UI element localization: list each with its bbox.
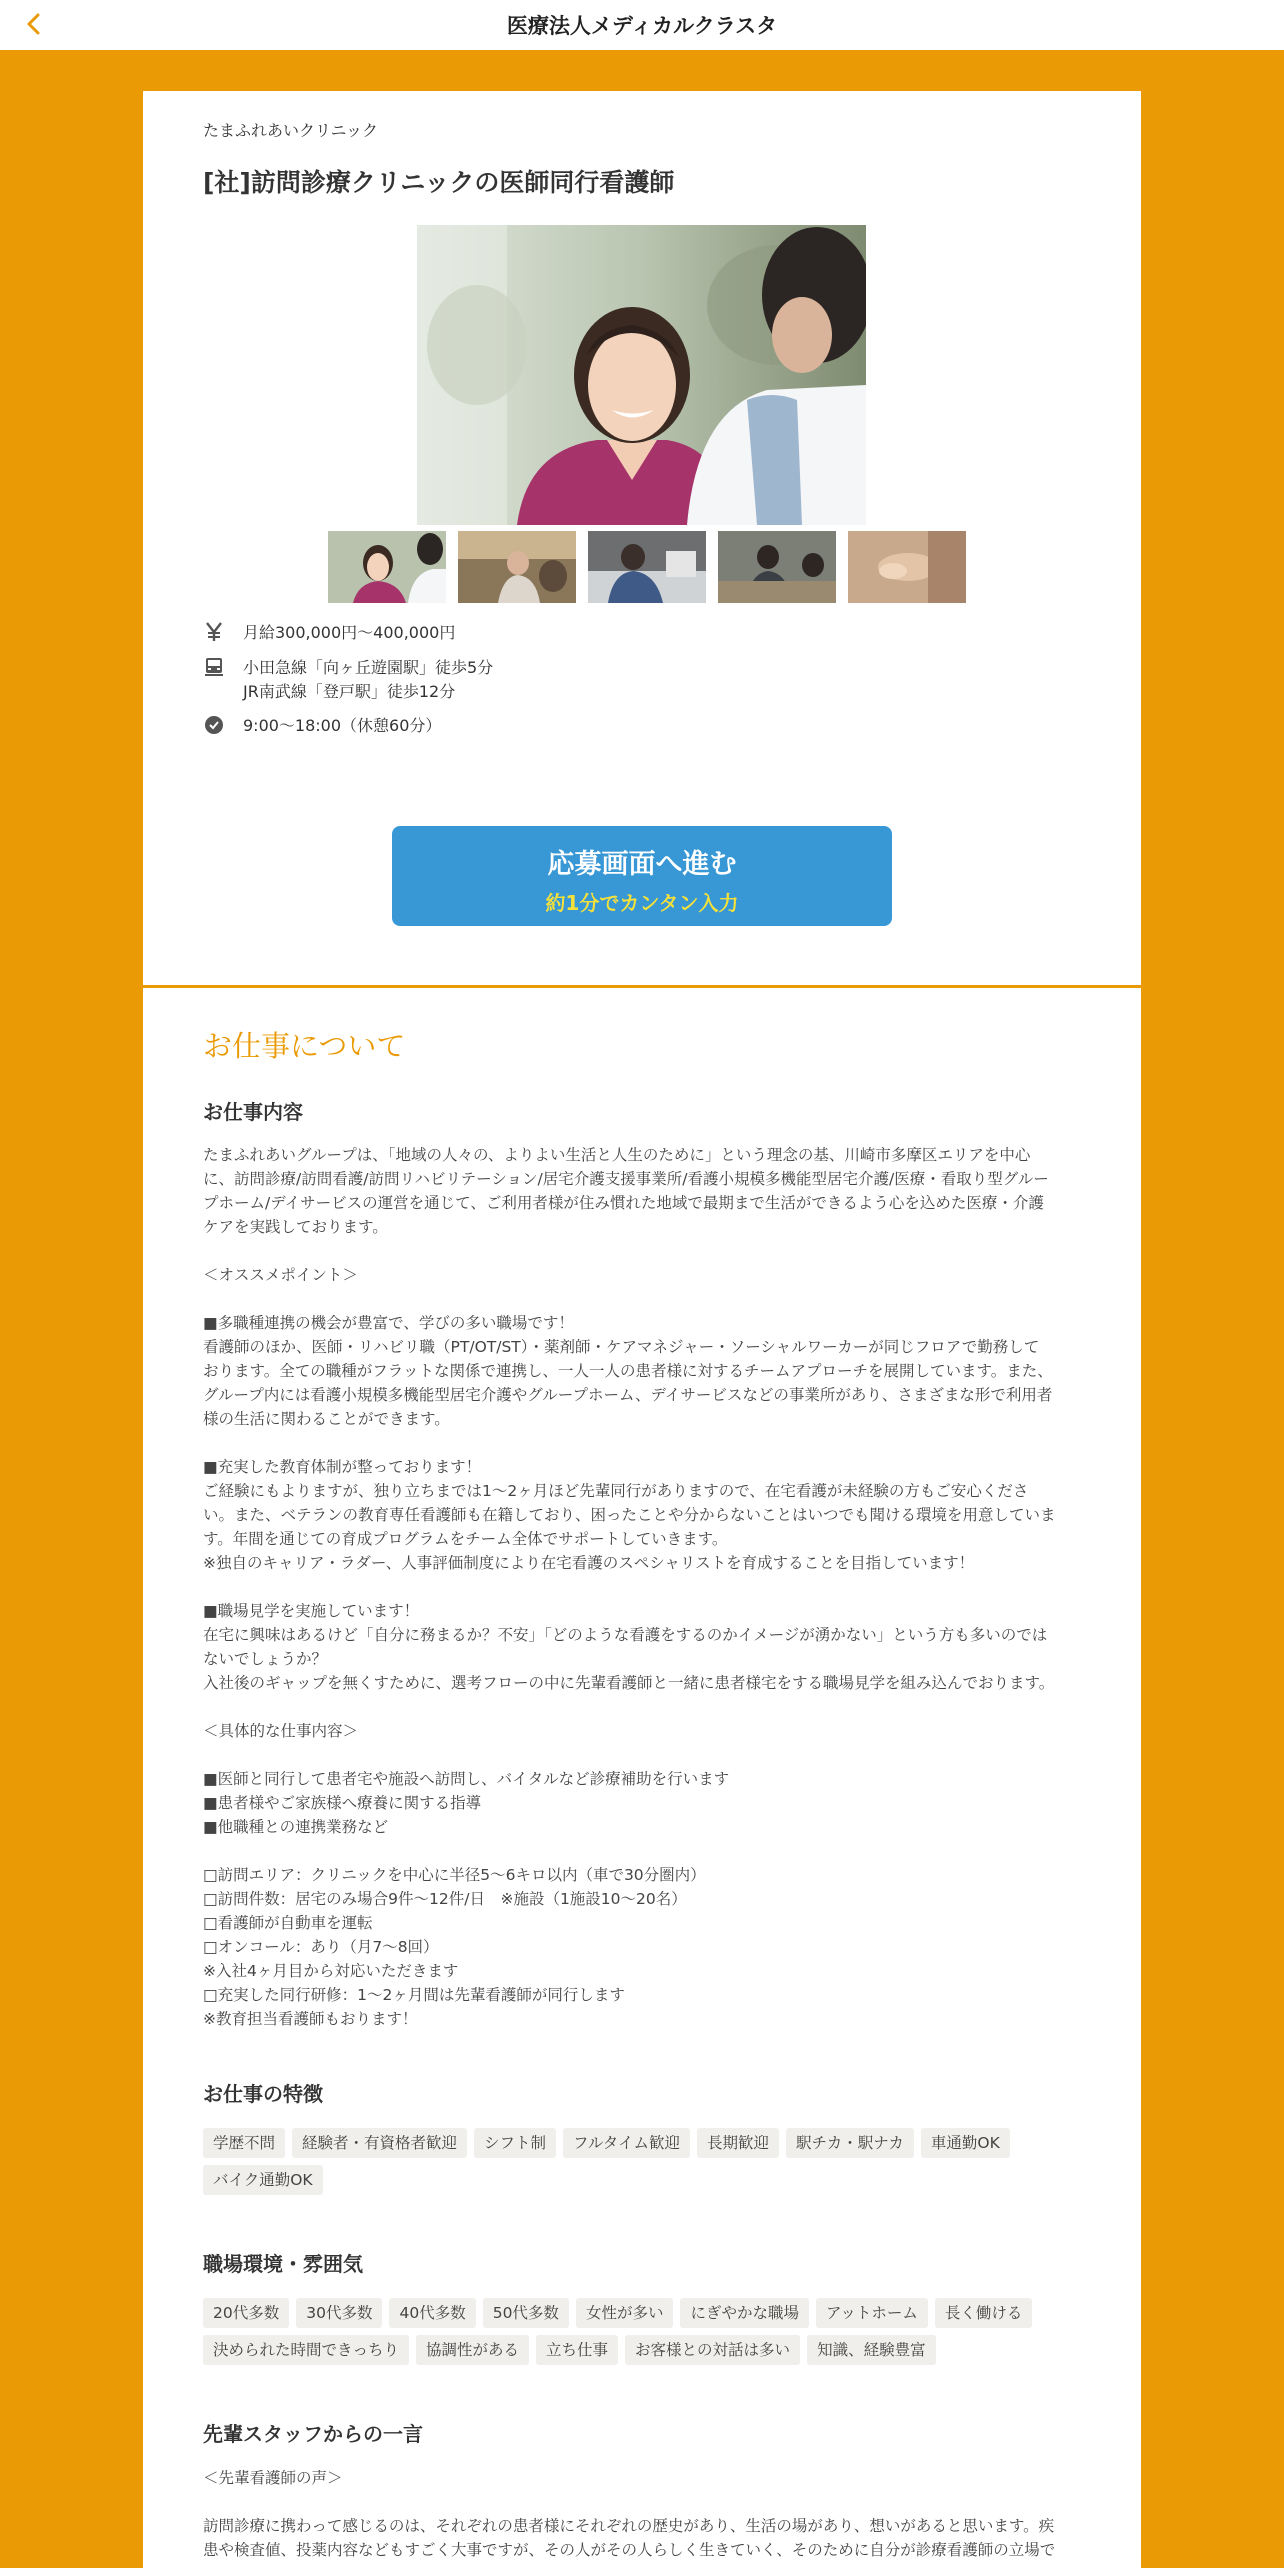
- hours-row: [203, 714, 441, 738]
- features-heading: お仕事の特徴: [203, 2082, 323, 2106]
- staff-comment: 訪問診療に携わって感じるのは、それぞれの患者様にそれぞれの歴史があり、生活の場があり、想いがあると思います。疾 患や検査値、投薬内容などもすごく大事ですが、その人がその人らしく生きていく、そのために自分が診療看護師の立場で: [203, 2517, 1056, 2559]
- environment-tags: [203, 2298, 1083, 2372]
- environment-tag: 40代多数: [389, 2298, 475, 2328]
- section-divider: [143, 985, 1141, 987]
- access-text: [243, 656, 493, 704]
- features-tags: [203, 2128, 1083, 2202]
- chevron-left-icon: [22, 12, 46, 40]
- environment-tag: 女性が多い: [576, 2298, 674, 2328]
- feature-tag: バイク通勤OK: [203, 2165, 323, 2195]
- clock-icon: [203, 714, 225, 736]
- thumbnail-2[interactable]: [458, 531, 576, 603]
- job-details-card: [143, 988, 1141, 2568]
- hours-text: 9:00～18:00（休憩60分）: [243, 716, 442, 735]
- feature-tag: 学歴不問: [203, 2128, 285, 2158]
- environment-tag: にぎやかな職場: [680, 2298, 809, 2328]
- job-title: [社]訪問診療クリニックの医師同行看護師: [203, 168, 675, 197]
- thumbnail-4[interactable]: [718, 531, 836, 603]
- thumbnail-5[interactable]: [848, 531, 966, 603]
- access-row: [203, 656, 493, 704]
- environment-tag: お客様との対話は多い: [625, 2335, 800, 2365]
- page-title: 医療法人メディカルクラスタ: [506, 14, 778, 38]
- main-photo: [417, 225, 866, 525]
- environment-tag: 50代多数: [483, 2298, 569, 2328]
- environment-heading: 職場環境・雰囲気: [203, 2252, 363, 2276]
- apply-sublabel: 約1分でカンタン入力: [545, 891, 739, 915]
- environment-tag: アットホーム: [816, 2298, 928, 2328]
- feature-tag: シフト制: [474, 2128, 556, 2158]
- environment-tag: 知識、経験豊富: [807, 2335, 936, 2365]
- feature-tag: フルタイム歓迎: [563, 2128, 690, 2158]
- top-bar: [0, 0, 1284, 50]
- staff-heading: 先輩スタッフからの一言: [203, 2422, 423, 2446]
- train-icon: [203, 656, 225, 678]
- environment-tag: 20代多数: [203, 2298, 289, 2328]
- feature-tag: 長期歓迎: [697, 2128, 779, 2158]
- salary-text: 月給300,000円〜400,000円: [243, 623, 456, 642]
- thumbnail-3[interactable]: [588, 531, 706, 603]
- feature-tag: 駅チカ・駅ナカ: [786, 2128, 914, 2158]
- job-summary-card: [143, 91, 1141, 986]
- access-line-1: 小田急線「向ヶ丘遊園駅」徒歩5分: [243, 658, 494, 677]
- section-title: お仕事について: [203, 1029, 406, 1063]
- environment-tag: 立ち仕事: [536, 2335, 618, 2365]
- environment-tag: 決められた時間できっちり: [203, 2335, 409, 2365]
- thumbnail-1[interactable]: [328, 531, 446, 603]
- access-line-2: JR南武線「登戸駅」徒歩12分: [243, 682, 456, 701]
- yen-icon: [203, 621, 225, 643]
- apply-button[interactable]: [392, 826, 892, 926]
- apply-label: 応募画面へ進む: [547, 849, 737, 880]
- environment-tag: 長く働ける: [935, 2298, 1033, 2328]
- content-heading: お仕事内容: [203, 1100, 303, 1124]
- job-description: たまふれあいグループは、「地域の人々の、よりよい生活と人生のために」という理念の基、川崎市多摩区エリアを中心 に、訪問診療/訪問看護/訪問リハビリテーション/居宅介護支援事業所/看護小規模多機能型居宅介護/医療・看取り型グルー プホーム/デイサービスの運営を通じて、ご利用者様が住み慣れた地域で最期まで生活ができるよう心を込めた医療・介護 ケアを実践しております。 ＜オススメポイント＞ ■多職種連携の機会が豊富で、学びの多い職場です！ 看護師のほか、医師・リハビリ職（PT/OT/ST）・薬剤師・ケアマネジャー・ソーシャルワーカーが同じフロアで勤務して おります。全ての職種がフラットな関係で連携し、一人一人の患者様に対するチームアプローチを展開しています。また、 グループ内には看護小規模多機能型居宅介護やグループホーム、デイサービスなどの事業所があり、さまざまな形で利用者 様の生活に関わることができます。 ■充実した教育体制が整っております！ ご経験にもよりますが、独り立ちまでは1～2ヶ月ほど先輩同行がありますので、在宅看護が未経験の方もご安心くださ い。また、ベテランの教育専任看護師も在籍しており、困ったことや分からないことはいつでも聞ける環境を用意していま す。年間を通じての育成プログラムをチーム全体でサポートしていきます。 ※独自のキャリア・ラダー、人事評価制度により在宅看護のスペシャリストを育成することを目指しています！ ■職場見学を実施しています！ 在宅に興味はあるけど「自分に務まるか？不安」「どのような看護をするのかイメージが湧かない」という方も多いのでは ないでしょうか？ 入社後のギャップを無くすために、選考フローの中に先輩看護師と一緒に患者様宅をする職場見学を組み込んでおります。 ＜具体的な仕事内容＞ ■医師と同行して患者宅や施設へ訪問し、バイタルなど診療補助を行います ■患者様やご家族様へ療養に関する指導 ■他職種との連携業務など □訪問エリア：クリニックを中心に半径5～6キロ以内（車で30分圏内） □訪問件数：居宅のみ場合9件～12件/日 ※施設（1施設10～20名） □看護師が自動車を運転 □オンコール：あり（月7～8回） ※入社4ヶ月目から対応いただきます □充実した同行研修：1～2ヶ月間は先輩看護師が同行します ※教育担当看護師もおります！: [203, 1146, 1056, 2028]
- feature-tag: 車通勤OK: [921, 2128, 1010, 2158]
- environment-tag: 協調性がある: [416, 2335, 529, 2365]
- salary-row: [203, 621, 455, 645]
- feature-tag: 経験者・有資格者歓迎: [292, 2128, 467, 2158]
- clinic-name: たまふれあいクリニック: [203, 121, 379, 140]
- environment-tag: 30代多数: [296, 2298, 382, 2328]
- thumbnail-strip: [328, 531, 968, 603]
- staff-subheading: ＜先輩看護師の声＞: [203, 2469, 343, 2487]
- back-button[interactable]: [14, 6, 54, 46]
